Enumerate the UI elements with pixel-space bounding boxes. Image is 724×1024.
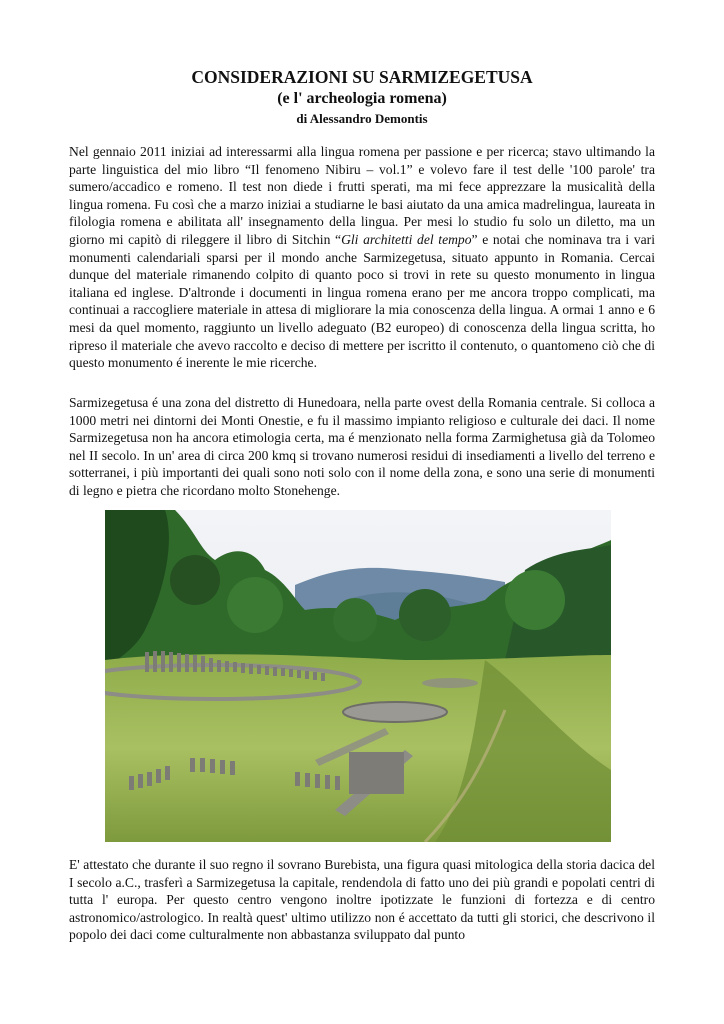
sarmizegetusa-photo	[105, 510, 611, 842]
paragraph-location: Sarmizegetusa é una zona del distretto di Hunedoara, nella parte ovest della Romania centrale. Si colloca a 1000 metri nei dintorni dei Monti Onestie, e fu il massimo impianto religioso e culturale dei daci. Il nome Sarmizegetusa non ha ancora etimologia certa, ma é menzionato nella forma Zarmighetusa già da Tolomeo nel II secolo. In un' area di circa 200 kmq si trovano numerosi residui di insediamenti a livello del terreno e sotterranei, i più importanti dei quali sono noti solo con il nome della zona, e sono una serie di monumenti di legno e pietra che ricordano molto Stonehenge.	[69, 395, 655, 498]
paragraph-intro	[69, 143, 655, 372]
paragraph-intro-part1: Nel gennaio 2011 iniziai ad interessarmi alla lingua romena per passione e per ricerca; stavo ultimando la parte linguistica del mio libro “Il fenomeno Nibiru – vol.1” e volevo fare il test delle '100 parole' tra sumero/accadico e romeno. Il test non diede i frutti sperati, ma mi fece apprezzare la musicalità della lingua romena. Fu così che a marzo iniziai a studiarne le basi aiutato da una amica madrelingua, laureata in filologia romena e abilitata all' insegnamento della lingua. Per mesi lo studio fu solo un diletto, ma un giorno mi capitò di rileggere il libro di Sitchin “	[69, 144, 655, 247]
stone-platform	[349, 752, 404, 794]
photo-illustration	[105, 510, 611, 842]
document-title: CONSIDERAZIONI SU SARMIZEGETUSA	[191, 67, 533, 87]
paragraph-history: E' attestato che durante il suo regno il sovrano Burebista, una figura quasi mitologica della storia dacica del I secolo a.C., trasferì a Sarmizegetusa la capitale, rendendola di fatto uno dei più grandi e popolati centri di tutta l' europa. Per questo centro vengono inoltre ipotizzate le funzioni di fortezza e di centro astronomico/astrologico. In realtà quest' ultimo utilizzo non é accettato da tutti gli storici, che descrivono il popolo dei daci come culturalmente non abbastanza sviluppato dal punto	[69, 857, 655, 943]
document-author: di Alessandro Demontis	[296, 111, 428, 126]
paragraph-intro-part2: ” e notai che nominava tra i vari monumenti calendariali sparsi per il mondo anche Sarmizegetusa, situato appunto in Romania. Cercai dunque del materiale rimanendo colpito di quanto poco si trovi in rete su questo monumento in lingua italiana ed inglese. D'altronde i documenti in lingua romena erano per me ancora troppo complicati, ma continuai a raccogliere materiale in attesa di migliorare la mia conoscenza della lingua. A ormai 1 anno e 6 mesi da quel momento, raggiunto un livello adeguato (B2 europeo) di conoscenza della lingua scritta, ho ripreso il materiale che avevo raccolto e deciso di mettere per iscritto il contenuto, o quantomeno ciò che di questo monumento é inerente le mie ricerche.	[69, 231, 655, 371]
document-subtitle: (e l' archeologia romena)	[277, 90, 447, 107]
stone-sun-disc	[343, 702, 447, 722]
book-title: Gli architetti del tempo	[341, 231, 472, 247]
